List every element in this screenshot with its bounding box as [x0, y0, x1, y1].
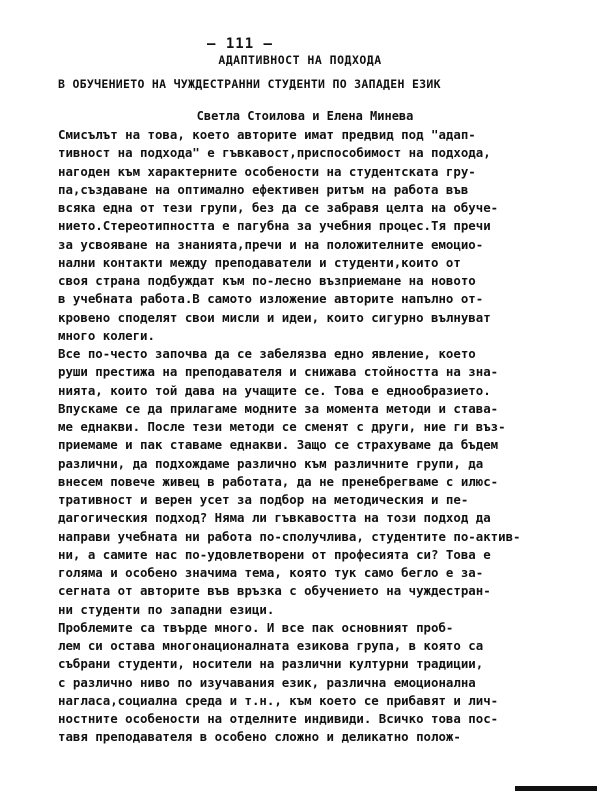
text-line: в учебната работа.В самото изложение авторите напълно от-: [58, 291, 484, 307]
text-line: тивност на подхода" е гъвкавост,приспособимост на подхода,: [58, 145, 491, 161]
title-line-1: АДАПТИВНОСТ НА ПОДХОДА: [218, 53, 382, 67]
text-line: ме еднакви. После тези методи се сменят с други, ние ги въз-: [58, 419, 506, 434]
title-line-2: В ОБУЧЕНИЕТО НА ЧУЖДЕСТРАННИ СТУДЕНТИ ПО ЗАПАДЕН ЕЗИК: [58, 77, 441, 91]
bottom-rule: [515, 786, 597, 791]
text-line: с различно ниво по изучавания език, различна емоционална: [58, 674, 476, 690]
text-line: лем си остава многонационалната езикова група, в която са: [58, 638, 484, 653]
paragraph: [58, 126, 548, 345]
text-line: дагогическия подход? Няма ли гъвкавостта на този подход да: [58, 510, 491, 526]
text-line: всяка една от тези групи, без да се забравя целта на обуче-: [58, 200, 499, 215]
text-line: тративност и верен усет за подбор на методическия и пе-: [58, 492, 469, 507]
authors: Светла Стоилова и Елена Минева: [196, 109, 414, 123]
text-line: голяма и особено значима тема, която тук само бегло е за-: [58, 565, 484, 580]
text-line: нията, които той дава на учащите се. Това е еднообразието.: [58, 382, 491, 398]
text-line: внесем повече живец в работата, да не пренебрегваме с илюс-: [58, 473, 499, 489]
page-number: — 111 —: [206, 36, 273, 52]
text-line: много колеги.: [58, 327, 155, 343]
text-line: нагласа,социална среда и т.н., към което се прибавят и лич-: [58, 692, 499, 708]
body-text: [58, 126, 548, 747]
text-line: кровено споделят свои мисли и идеи, които сигурно вълнуват: [58, 309, 491, 325]
text-line: ни, а самите нас по-удовлетворени от професията си? Това е: [58, 546, 491, 562]
text-line: приемаме и пак ставаме еднакви. Защо се страхуваме да бъдем: [58, 437, 499, 453]
text-line: нагоден към характерните особености на студентската гру-: [58, 163, 476, 179]
text-line: руши престижа на преподавателя и снижава стойността на зна-: [58, 364, 499, 380]
text-line: нието.Стереотипността е пагубна за учебния процес.Тя пречи: [58, 218, 491, 234]
text-line: тавя преподавателя в особено сложно и деликатно полож-: [58, 729, 461, 745]
text-line: ностните особености на отделните индивиди. Всичко това пос-: [58, 711, 499, 726]
text-line: Впускаме се да прилагаме модните за момента методи и ставa-: [58, 400, 499, 416]
text-line: различни, да подхождаме различно към различните групи, да: [58, 455, 484, 471]
text-line: Все по-често започва да се забелязва едно явление, което: [58, 346, 476, 361]
paragraph: [58, 619, 548, 747]
text-line: направи учебната ни работа по-сполучлива, студентите по-актив-: [58, 528, 521, 544]
text-line: ни студенти по западни езици.: [58, 601, 275, 617]
text-line: за усвояване на знанията,пречи и на положителните емоцио-: [58, 236, 484, 252]
text-line: Проблемите са твърде много. И все пак основният проб-: [58, 619, 454, 635]
text-line: своя страна подбуждат към по-лесно възприемане на новото: [58, 273, 476, 288]
text-line: Смисълът на това, което авторите имат предвид под "адап-: [58, 127, 476, 142]
paragraph: [58, 345, 548, 619]
text-line: па,създаване на оптимално ефективен ритъм на работа във: [58, 181, 469, 197]
text-line: събрани студенти, носители на различни културни традиции,: [58, 656, 484, 672]
text-line: сегната от авторите във връзка с обучението на чуждестран-: [58, 583, 491, 599]
text-line: нални контакти между преподаватели и студенти,които от: [58, 254, 461, 270]
